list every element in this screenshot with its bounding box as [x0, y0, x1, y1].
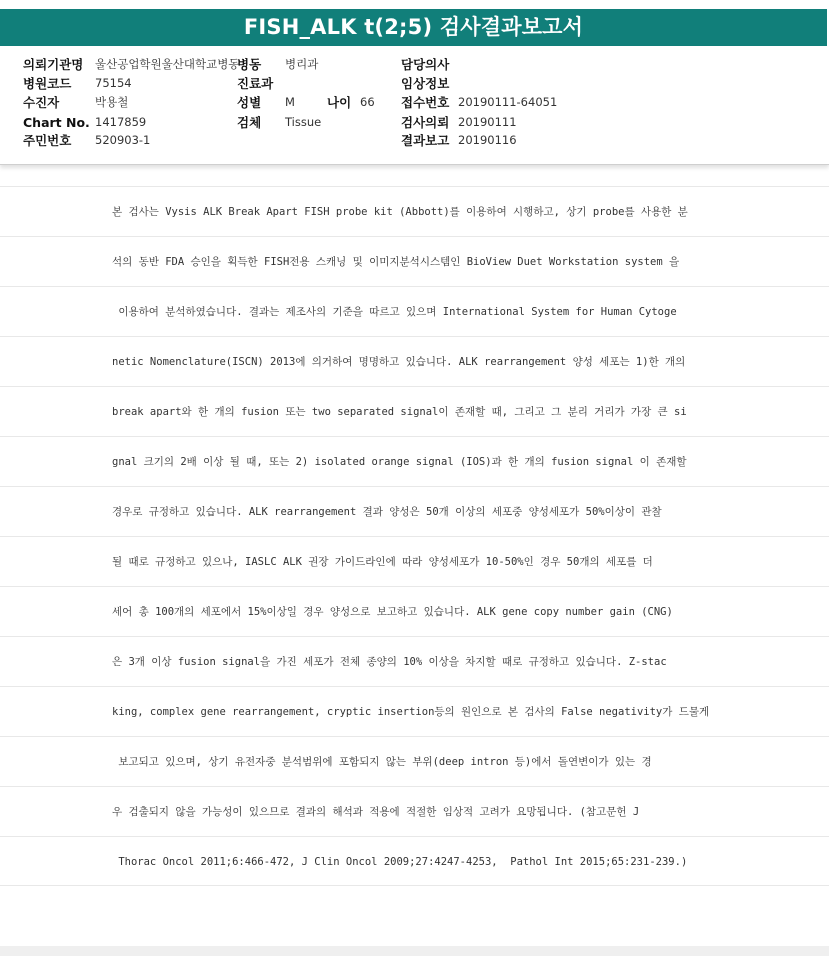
- report-line: [0, 586, 829, 636]
- report-body: [0, 186, 829, 886]
- report-title: FISH_ALK t(2;5) 검사결과보고서: [0, 9, 827, 46]
- doctor-label: 담당의사: [401, 57, 450, 72]
- ward-value: 병리과: [285, 57, 319, 71]
- age-value: 66: [360, 95, 375, 109]
- report-line: [0, 736, 829, 786]
- report-date-value: 20190116: [458, 133, 517, 147]
- header-row-4: [0, 113, 829, 132]
- report-line-text: 본 검사는 Vysis ALK Break Apart FISH probe kit (Abbott)를 이용하여 시행하고, 상기 probe를 사용한 분: [112, 206, 688, 218]
- request-label: 검사의뢰: [401, 115, 450, 130]
- sex-value: M: [285, 95, 295, 109]
- report-line: [0, 786, 829, 836]
- report-line-text: Thorac Oncol 2011;6:466-472, J Clin Oncol 2009;27:4247-4253, Pathol Int 2015;65:231-239.): [112, 856, 688, 868]
- report-line: [0, 836, 829, 886]
- header-row-3: [0, 93, 829, 112]
- report-line-text: 경우로 규정하고 있습니다. ALK rearrangement 결과 양성은 50개 이상의 세포중 양성세포가 50%이상이 관찰: [112, 506, 662, 518]
- report-line: [0, 486, 829, 536]
- report-line: [0, 186, 829, 236]
- report-line: [0, 636, 829, 686]
- report-line-text: gnal 크기의 2배 이상 될 때, 또는 2) isolated orange signal (IOS)과 한 개의 fusion signal 이 존재할: [112, 456, 687, 468]
- dept-label: 진료과: [237, 76, 274, 91]
- report-line: [0, 286, 829, 336]
- specimen-label: 검체: [237, 115, 262, 130]
- report-line-text: 석의 동반 FDA 승인을 획득한 FISH전용 스캐닝 및 이미지분석시스템인 BioView Duet Workstation system 을: [112, 256, 680, 268]
- examinee-value: 박용철: [95, 95, 129, 109]
- header-row-5: [0, 131, 829, 150]
- report-line: [0, 686, 829, 736]
- report-line-text: break apart와 한 개의 fusion 또는 two separated signal이 존재할 때, 그리고 그 분리 거리가 가장 큰 si: [112, 406, 687, 418]
- report-line: [0, 336, 829, 386]
- report-line-text: 우 검출되지 않을 가능성이 있으므로 결과의 해석과 적용에 적절한 임상적 고려가 요망됩니다. (참고문헌 J: [112, 806, 640, 818]
- institution-value: 울산공업학원울산대학교병동: [95, 57, 240, 71]
- report-line: [0, 386, 829, 436]
- receipt-value: 20190111-64051: [458, 95, 558, 109]
- institution-label: 의뢰기관명: [23, 57, 84, 72]
- report-line: [0, 536, 829, 586]
- report-line-text: 세어 총 100개의 세포에서 15%이상일 경우 양성으로 보고하고 있습니다. ALK gene copy number gain (CNG): [112, 606, 673, 618]
- report-line: [0, 236, 829, 286]
- ward-label: 병동: [237, 57, 262, 72]
- chart-no-label: Chart No.: [23, 115, 90, 130]
- rrn-value: 520903-1: [95, 133, 151, 147]
- bottom-bar: [0, 946, 829, 956]
- receipt-label: 접수번호: [401, 95, 450, 110]
- hospital-code-label: 병원코드: [23, 76, 72, 91]
- report-line-text: 보고되고 있으며, 상기 유전자중 분석범위에 포함되지 않는 부위(deep intron 등)에서 돌연변이가 있는 경: [112, 756, 652, 768]
- patient-info-header: [0, 46, 829, 165]
- hospital-code-value: 75154: [95, 76, 132, 90]
- report-line: [0, 436, 829, 486]
- examinee-label: 수진자: [23, 95, 60, 110]
- header-row-1: [0, 55, 829, 74]
- clinical-label: 임상정보: [401, 76, 450, 91]
- age-label: 나이: [327, 95, 352, 110]
- header-row-2: [0, 74, 829, 93]
- report-line-text: 이용하여 분석하였습니다. 결과는 제조사의 기준을 따르고 있으며 International System for Human Cytoge: [112, 306, 677, 318]
- sex-label: 성별: [237, 95, 262, 110]
- chart-no-value: 1417859: [95, 115, 147, 129]
- report-date-label: 결과보고: [401, 133, 450, 148]
- report-line-text: 될 때로 규정하고 있으나, IASLC ALK 권장 가이드라인에 따라 양성세포가 10-50%인 경우 50개의 세포를 더: [112, 556, 653, 568]
- specimen-value: Tissue: [285, 115, 322, 129]
- report-line-text: king, complex gene rearrangement, cryptic insertion등의 원인으로 본 검사의 False negativity가 드물게: [112, 706, 710, 718]
- report-line-text: 은 3개 이상 fusion signal을 가진 세포가 전체 종양의 10% 이상을 차지할 때로 규정하고 있습니다. Z-stac: [112, 656, 667, 668]
- report-line-text: netic Nomenclature(ISCN) 2013에 의거하여 명명하고 있습니다. ALK rearrangement 양성 세포는 1)한 개의: [112, 356, 686, 368]
- rrn-label: 주민번호: [23, 133, 72, 148]
- request-value: 20190111: [458, 115, 517, 129]
